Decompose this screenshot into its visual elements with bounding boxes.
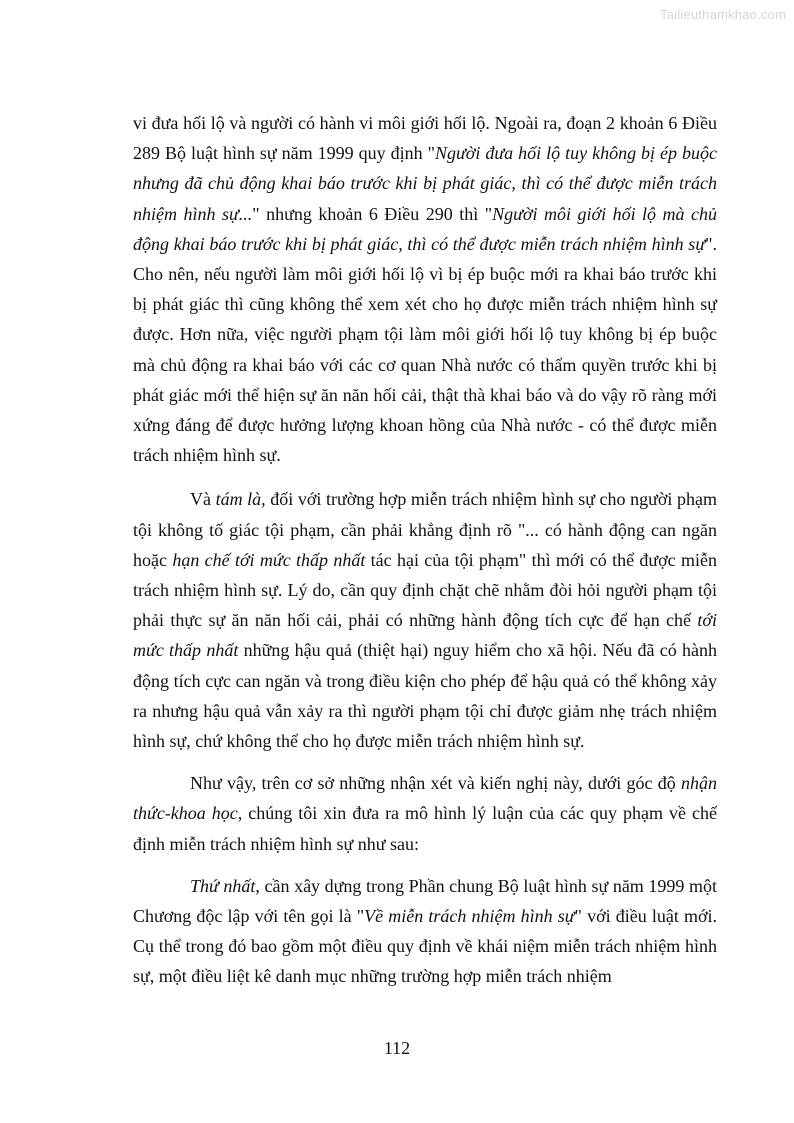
paragraph-text-italic: hạn chế tới mức thấp nhất (172, 549, 366, 570)
paragraph-text: tác hại của tội phạm" thì mới có thể được miễn trách nhiệm hình sự. Lý do, cần quy định chặt chẽ nhằm đòi hỏi người phạm tội phải thực sự ăn năn hối cải, phải có những hành động tích cực để hạn chế (133, 549, 717, 631)
paragraph-text: , chúng tôi xin đưa ra mô hình lý luận của các quy phạm về chế định miễn trách nhiệm hình sự như sau: (133, 803, 718, 854)
paragraph-text: , cần xây dựng trong Phần chung Bộ luật hình sự năm 1999 một Chương độc lập với tên gọi là " (133, 875, 717, 927)
paragraph-text-italic: tám là, (215, 489, 266, 510)
paragraph-text: " với điều luật mới. Cụ thể trong đó bao gồm một điều quy định về khái niệm miễn trách nhiệm hình sự, một điều liệt kê danh mục những trường hợp miễn trách nhiệm (133, 906, 718, 987)
page-number: 112 (383, 1038, 411, 1058)
document-body (133, 108, 717, 1004)
paragraph-text-italic: nhận thức-khoa học (133, 773, 717, 824)
paragraph-text: " nhưng khoản 6 Điều 290 thì " (252, 203, 493, 224)
paragraph-text-italic: Người đưa hối lộ tuy không bị ép buộc nhưng đã chủ động khai báo trước khi bị phát giác, thì có thể được miễn trách nhiệm hình sự... (133, 143, 717, 224)
paragraph-text-italic: Người môi giới hối lộ mà chủ động khai báo trước khi bị phát giác, thì có thể được miễn trách nhiệm hình sự (133, 203, 718, 254)
paragraph-text: vi đưa hối lộ và người có hành vi môi giới hối lộ. Ngoài ra, đoạn 2 khoản 6 Điều 289 Bộ luật hình sự năm 1999 quy định " (133, 113, 717, 164)
paragraph-text: Và (190, 489, 216, 510)
paragraph-text: ". Cho nên, nếu người làm môi giới hối lộ vì bị ép buộc mới ra khai báo trước khi bị phát giác thì cũng không thể xem xét cho họ được miễn trách nhiệm hình sự được. Hơn nữa, việc người phạm tội làm môi giới hối lộ tuy không bị ép buộc mà chủ động ra khai báo với các cơ quan Nhà nước có thẩm quyền trước khi bị phát giác mới thể hiện sự ăn năn hối cải, thật thà khai báo và do vậy rõ ràng mới xứng đáng để được hưởng lượng khoan hồng của Nhà nước - có thể được miễn trách nhiệm hình sự. (133, 233, 717, 466)
paragraph-text: đối với trường hợp miễn trách nhiệm hình sự cho người phạm tội không tố giác tội phạm, cần phải khẳng định rõ "... có hành động can ngăn hoặc (133, 489, 717, 570)
paragraph-thu-nhat (133, 871, 717, 992)
paragraph-text-italic: Về miễn trách nhiệm hình sự (364, 906, 575, 927)
paragraph-text-italic: tới mức thấp nhất (133, 610, 717, 661)
watermark: Tailieuthamkhao.com (660, 7, 786, 22)
paragraph-nhu-vay (133, 768, 717, 859)
paragraph-tam-la (133, 484, 717, 756)
paragraph-text: Như vậy, trên cơ sở những nhận xét và kiến nghị này, dưới góc độ (190, 773, 681, 794)
paragraph-continuation (133, 108, 717, 470)
paragraph-text: những hậu quả (thiệt hại) nguy hiểm cho xã hội. Nếu đã có hành động tích cực can ngăn và trong điều kiện cho phép để hậu quả có thể không xảy ra nhưng hậu quả vẫn xảy ra thì người phạm tội chỉ được giảm nhẹ trách nhiệm hình sự, chứ không thể cho họ được miễn trách nhiệm hình sự. (133, 640, 718, 752)
paragraph-text-italic: Thứ nhất (190, 875, 256, 896)
